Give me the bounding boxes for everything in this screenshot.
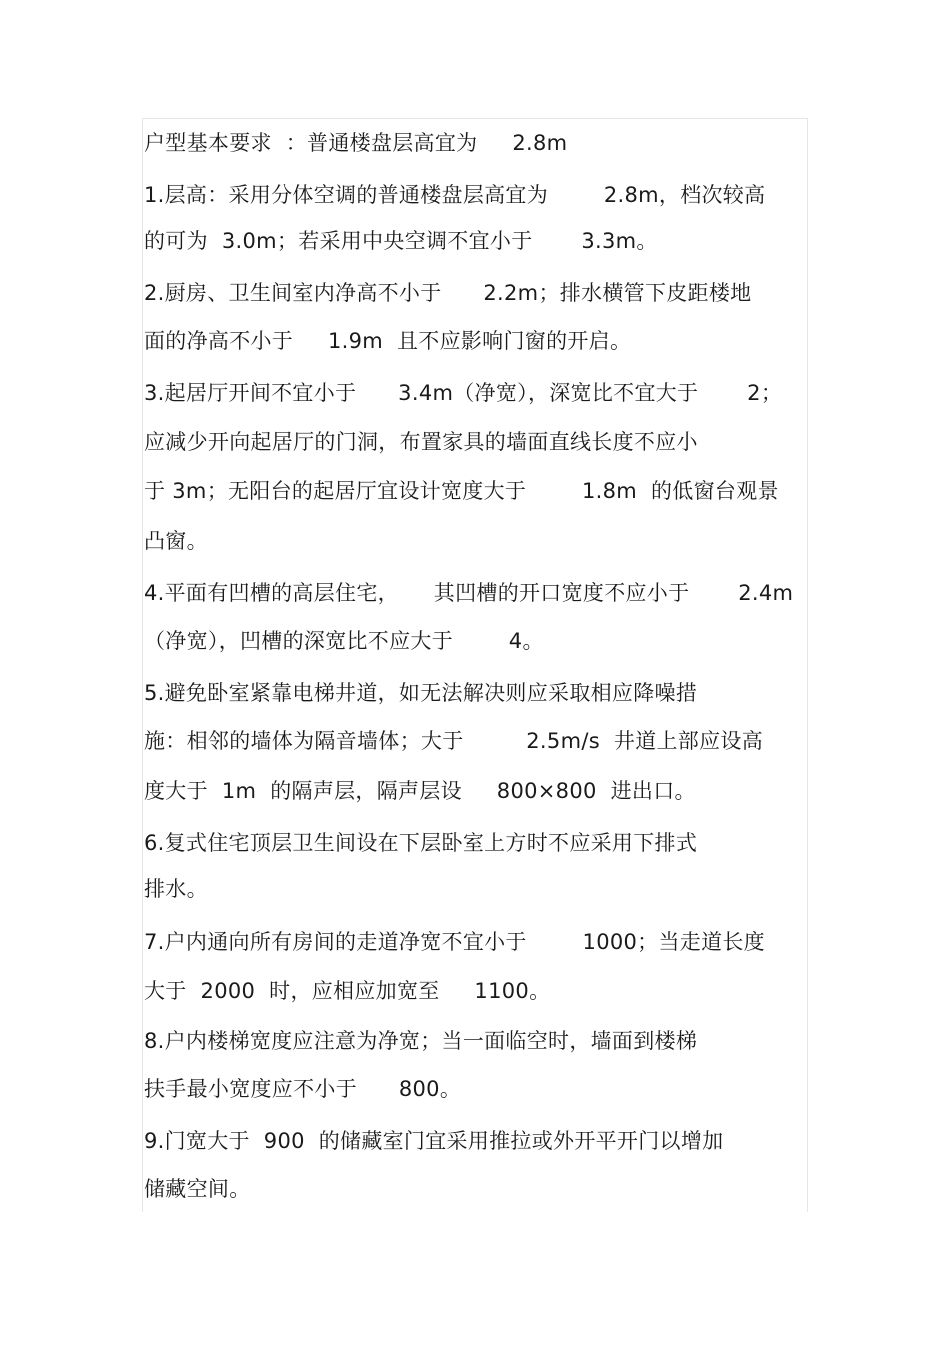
doc-line-14: 6.复式住宅顶层卫生间设在下层卧室上方时不应采用下排式: [144, 831, 698, 855]
doc-line-17: 大于 2000 时，应相应加宽至 1100。: [144, 979, 551, 1003]
doc-line-3: 2.厨房、卫生间室内净高不小于 2.2m；排水横管下皮距楼地: [144, 281, 752, 305]
doc-line-1: 1.层高：采用分体空调的普通楼盘层高宜为 2.8m，档次较高: [144, 183, 766, 207]
doc-line-13: 度大于 1m 的隔声层，隔声层设 800×800 进出口。: [144, 779, 696, 803]
doc-line-9: 4.平面有凹槽的高层住宅， 其凹槽的开口宽度不应小于 2.4m: [144, 581, 794, 605]
doc-line-7: 于 3m；无阳台的起居厅宜设计宽度大于 1.8m 的低窗台观景: [144, 479, 779, 503]
doc-line-11: 5.避免卧室紧靠电梯井道，如无法解决则应采取相应降噪措: [144, 681, 698, 705]
doc-line-21: 储藏空间。: [144, 1177, 251, 1201]
doc-line-5: 3.起居厅开间不宜小于 3.4m（净宽），深宽比不宜大于 2；: [144, 381, 783, 405]
doc-line-12: 施：相邻的墙体为隔音墙体；大于 2.5m/s 井道上部应设高: [144, 729, 763, 753]
doc-line-10: （净宽），凹槽的深宽比不应大于 4。: [144, 629, 544, 653]
doc-heading: 户型基本要求 ：普通楼盘层高宜为 2.8m: [144, 131, 568, 155]
doc-line-16: 7.户内通向所有房间的走道净宽不宜小于 1000；当走道长度: [144, 930, 765, 954]
doc-line-6: 应减少开向起居厅的门洞，布置家具的墙面直线长度不应小: [144, 430, 698, 454]
doc-line-2: 的可为 3.0m；若采用中央空调不宜小于 3.3m。: [144, 229, 658, 253]
doc-line-19: 扶手最小宽度应不小于 800。: [144, 1077, 462, 1101]
doc-line-18: 8.户内楼梯宽度应注意为净宽；当一面临空时，墙面到楼梯: [144, 1029, 698, 1053]
doc-line-8: 凸窗。: [144, 529, 208, 553]
doc-line-20: 9.门宽大于 900 的储藏室门宜采用推拉或外开平开门以增加: [144, 1129, 724, 1153]
doc-line-15: 排水。: [144, 877, 208, 901]
doc-line-4: 面的净高不小于 1.9m 且不应影响门窗的开启。: [144, 329, 632, 353]
